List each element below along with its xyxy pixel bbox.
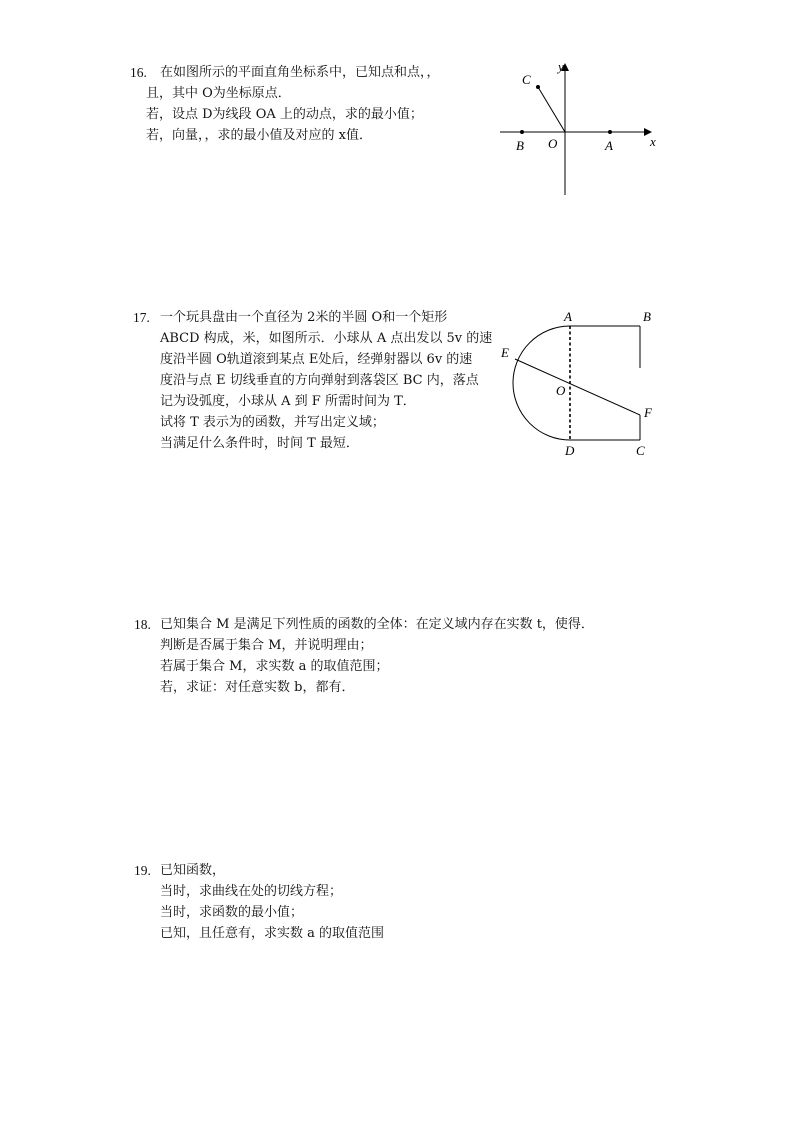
- problem-line: 度沿半圆 O轨道滚到某点 E处后，经弹射器以 6v 的速: [160, 352, 473, 367]
- label-e: E: [501, 345, 509, 360]
- problem-number: 16.: [130, 65, 147, 80]
- coordinate-figure: [490, 55, 670, 200]
- point-c: [536, 85, 540, 89]
- label-c: C: [636, 443, 645, 458]
- problem-line: 若，求证：对任意实数 b，都有．: [160, 680, 355, 695]
- problem-line: 已知，且任意有，求实数 a 的取值范围: [160, 926, 385, 941]
- problem-line: 当时，求函数的最小值；: [160, 905, 304, 920]
- problem-text: [160, 614, 594, 698]
- problem-line: 已知函数，: [160, 863, 226, 878]
- problem-line: 若属于集合 M，求实数 a 的取值范围；: [160, 659, 389, 674]
- problem-text: [160, 307, 492, 454]
- problem-line: 一个玩具盘由一个直径为 2米的半圆 O和一个矩形: [160, 310, 448, 325]
- problem-line: 判断是否属于集合 M，并说明理由；: [160, 638, 373, 653]
- label-f: F: [644, 405, 652, 420]
- problem-line: 度沿与点 E 切线垂直的方向弹射到落袋区 BC 内，落点: [160, 373, 479, 388]
- label-d: D: [565, 443, 575, 458]
- problem-line: 若，向量，，求的最小值及对应的 x值．: [146, 128, 372, 143]
- label-b: B: [516, 138, 524, 153]
- problem-line: 试将 T 表示为的函数，并写出定义域；: [160, 415, 385, 430]
- problem-line: 记为设弧度，小球从 A 到 F 所需时间为 T．: [160, 394, 416, 409]
- label-y: y: [558, 59, 564, 74]
- problem-text: [146, 62, 440, 146]
- problem-line: 当时，求曲线在处的切线方程；: [160, 884, 343, 899]
- problem-line: 已知集合 M 是满足下列性质的函数的全体：在定义域内存在实数 t，使得．: [160, 617, 594, 632]
- problem-line: 且，其中 O为坐标原点．: [146, 86, 291, 101]
- label-a: A: [605, 138, 613, 153]
- problem-line: ABCD 构成，米，如图所示．小球从 A 点出发以 5v 的速: [160, 331, 493, 346]
- problem-line: 若，设点 D为线段 OA 上的动点，求的最小值；: [146, 107, 423, 122]
- label-x: x: [650, 134, 656, 149]
- label-b: B: [643, 309, 651, 324]
- label-c: C: [522, 72, 531, 87]
- label-o: O: [556, 383, 566, 398]
- segment-oc: [538, 87, 565, 132]
- point-a: [608, 130, 612, 134]
- problem-number: 18.: [134, 617, 151, 632]
- label-o: O: [548, 136, 558, 151]
- problem-line: 当满足什么条件时，时间 T 最短．: [160, 436, 359, 451]
- problem-line: 在如图所示的平面直角坐标系中，已知点和点，，: [160, 65, 440, 80]
- problem-number: 17.: [133, 310, 150, 325]
- problem-number: 19.: [134, 863, 151, 878]
- problem-text: [160, 860, 384, 944]
- toy-board-figure: [495, 303, 670, 465]
- segment-ef: [515, 359, 640, 415]
- label-a: A: [564, 309, 572, 324]
- point-b: [520, 130, 524, 134]
